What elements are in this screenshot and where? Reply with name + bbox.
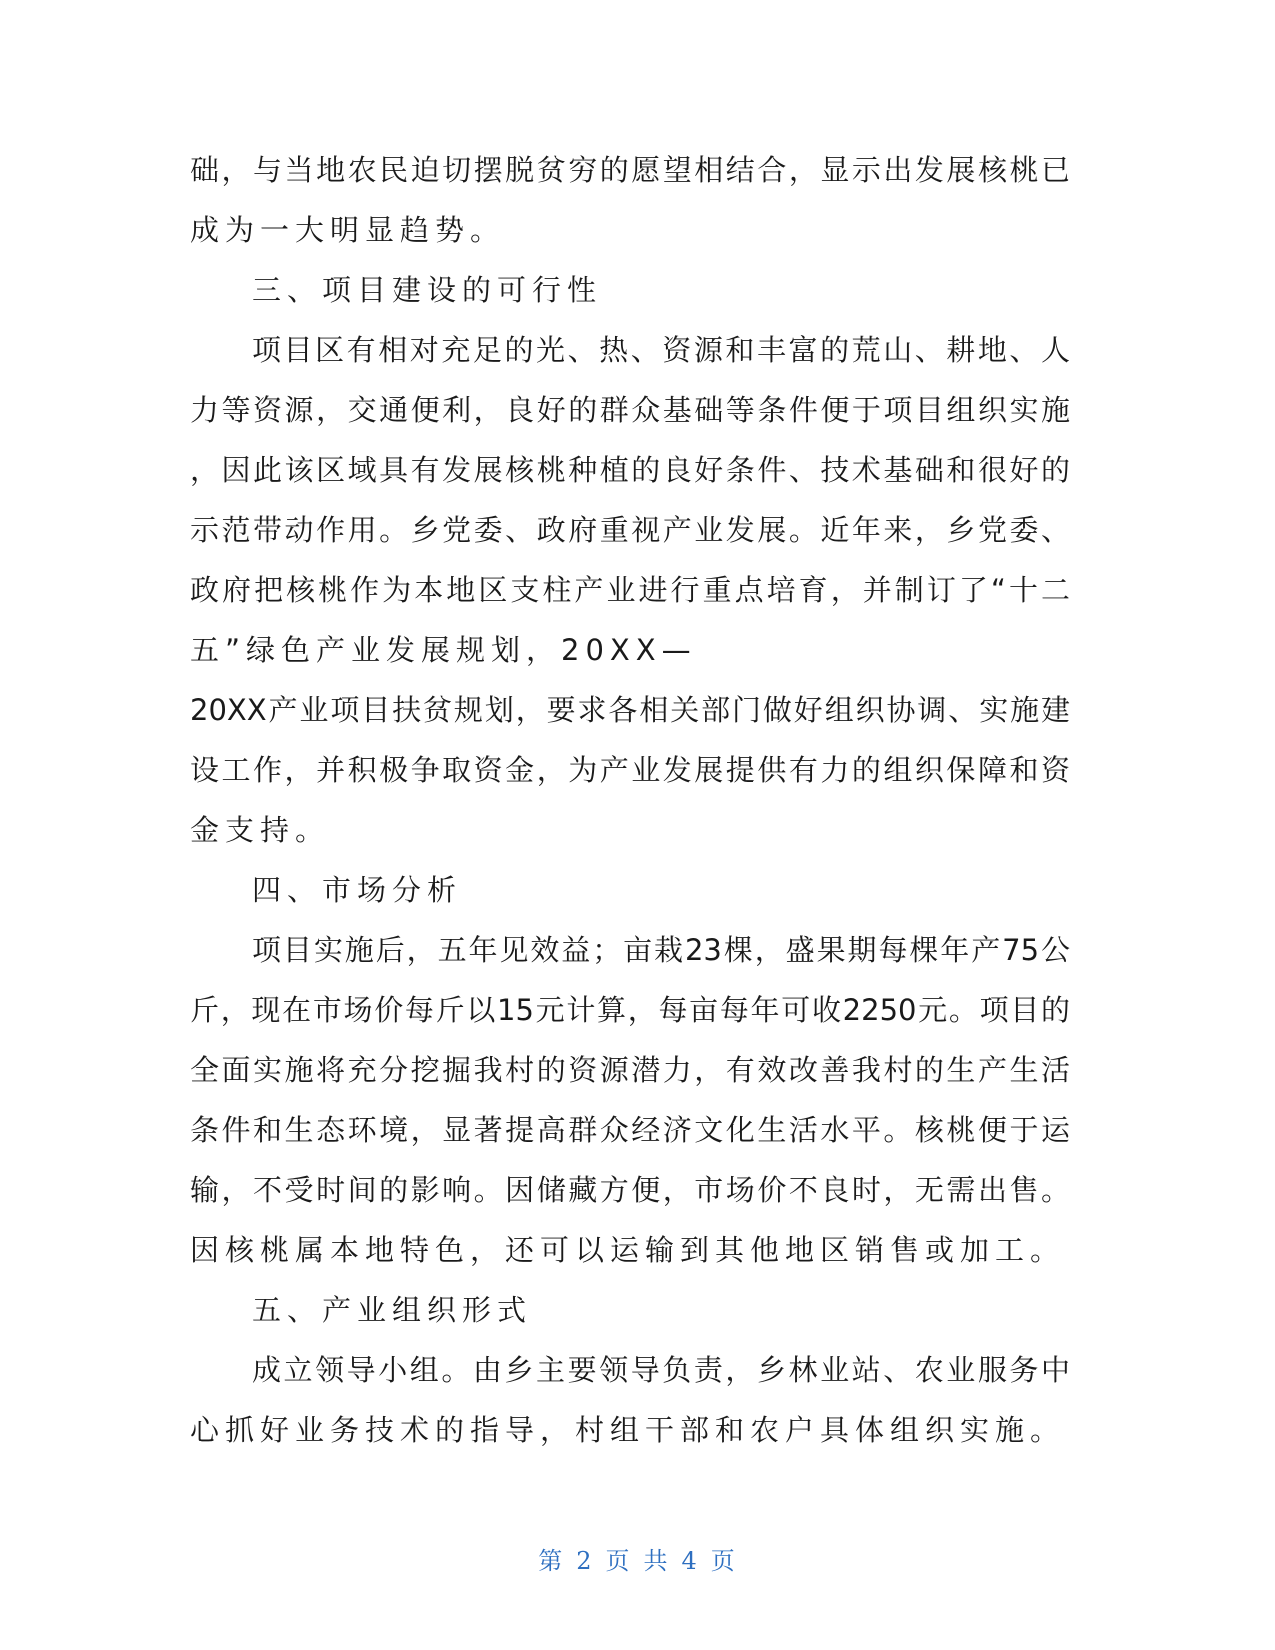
text-line: 斤，现在市场价每斤以15元计算，每亩每年可收2250元。项目的 xyxy=(190,993,1070,1027)
text-line: 成为一大明显趋势。 xyxy=(190,213,506,247)
footer-total-prefix: 共 xyxy=(643,1547,670,1575)
text-line: 础，与当地农民迫切摆脱贫穷的愿望相结合，显示出发展核桃已 xyxy=(190,153,1070,187)
section-heading: 三、项目建设的可行性 xyxy=(252,273,603,307)
text-line: 政府把核桃作为本地区支柱产业进行重点培育，并制订了“十二 xyxy=(190,573,1070,607)
text-line: 输，不受时间的影响。因储藏方便，市场价不良时，无需出售。 xyxy=(190,1173,1070,1207)
footer-prefix: 第 xyxy=(538,1547,565,1575)
text-line: ，因此该区域具有发展核桃种植的良好条件、技术基础和很好的 xyxy=(190,453,1070,487)
page-footer xyxy=(0,1541,1275,1576)
footer-suffix: 页 xyxy=(710,1547,737,1575)
text-line: 项目实施后，五年见效益；亩栽23棵，盛果期每棵年产75公 xyxy=(252,933,1070,967)
document-body xyxy=(190,140,1070,1460)
total-page-count: 4 xyxy=(681,1547,699,1575)
text-line: 20XX产业项目扶贫规划，要求各相关部门做好组织协调、实施建 xyxy=(190,693,1070,727)
text-line: 示范带动作用。乡党委、政府重视产业发展。近年来，乡党委、 xyxy=(190,513,1070,547)
text-line: 项目区有相对充足的光、热、资源和丰富的荒山、耕地、人 xyxy=(252,333,1070,367)
current-page-number: 2 xyxy=(576,1547,594,1575)
text-line: 设工作，并积极争取资金，为产业发展提供有力的组织保障和资 xyxy=(190,753,1070,787)
section-heading: 五、产业组织形式 xyxy=(252,1293,533,1327)
text-line: 力等资源，交通便利，良好的群众基础等条件便于项目组织实施 xyxy=(190,393,1070,427)
text-line: 心抓好业务技术的指导，村组干部和农户具体组织实施。 xyxy=(190,1413,1066,1447)
text-line: 因核桃属本地特色，还可以运输到其他地区销售或加工。 xyxy=(190,1233,1066,1267)
footer-page-label: 页 xyxy=(605,1547,632,1575)
text-line: 金支持。 xyxy=(190,813,331,847)
text-line: 全面实施将充分挖掘我村的资源潜力，有效改善我村的生产生活 xyxy=(190,1053,1070,1087)
text-line: 成立领导小组。由乡主要领导负责，乡林业站、农业服务中 xyxy=(252,1353,1070,1387)
text-line: 五”绿色产业发展规划，20XX— xyxy=(190,633,697,667)
section-heading: 四、市场分析 xyxy=(252,873,463,907)
text-line: 条件和生态环境，显著提高群众经济文化生活水平。核桃便于运 xyxy=(190,1113,1070,1147)
